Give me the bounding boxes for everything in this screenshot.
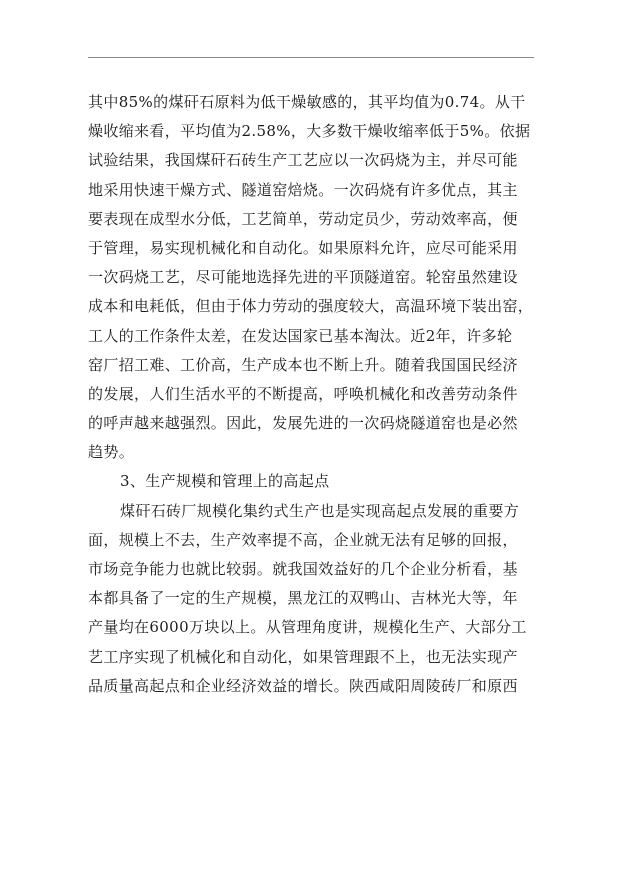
paragraph-line: 艺工序实现了机械化和自动化，如果管理跟不上，也无法实现产 [88, 647, 518, 666]
paragraph-line: 成本和电耗低，但由于体力劳动的强度较大，高温环境下装出窑， [88, 297, 534, 316]
paragraph-line: 要表现在成型水分低，工艺简单，劳动定员少，劳动效率高，便 [88, 209, 518, 228]
paragraph-line: 趋势。 [88, 443, 135, 462]
paragraph-line: 工人的工作条件太差，在发达国家已基本淘汰。近2年，许多轮 [88, 326, 513, 345]
paragraph-line: 地采用快速干燥方式、隧道窑焙烧。一次码烧有许多优点，其主 [88, 180, 518, 199]
document-body [88, 88, 538, 701]
paragraph-line: 于管理，易实现机械化和自动化。如果原料允许，应尽可能采用 [88, 238, 518, 257]
paragraph-line: 的呼声越来越强烈。因此，发展先进的一次码烧隧道窑也是必然 [88, 414, 518, 433]
header-rule [88, 57, 534, 58]
paragraph-line: 市场竞争能力也就比较弱。就我国效益好的几个企业分析看，基 [88, 560, 518, 578]
section-heading: 3、生产规模和管理上的高起点 [120, 472, 330, 491]
paragraph-line: 产量均在6000万块以上。从管理角度讲，规模化生产、大部分工 [88, 618, 527, 637]
paragraph-line: 面，规模上不去，生产效率提不高，企业就无法有足够的回报， [88, 530, 518, 549]
paragraph-line: 燥收缩来看，平均值为2.58%，大多数干燥收缩率低于5%。依据 [88, 122, 531, 141]
paragraph-line: 试验结果，我国煤矸石砖生产工艺应以一次码烧为主，并尽可能 [88, 151, 518, 170]
paragraph-line: 的发展，人们生活水平的不断提高，呼唤机械化和改善劳动条件 [88, 384, 518, 403]
paragraph-line: 一次码烧工艺，尽可能地选择先进的平顶隧道窑。轮窑虽然建设 [88, 268, 518, 287]
paragraph-line: 窑厂招工难、工价高，生产成本也不断上升。随着我国国民经济 [88, 355, 518, 374]
paragraph-line: 煤矸石砖厂规模化集约式生产也是实现高起点发展的重要方 [120, 501, 520, 520]
paragraph-line: 本都具备了一定的生产规模，黑龙江的双鸭山、吉林光大等，年 [88, 589, 518, 608]
paragraph-line: 品质量高起点和企业经济效益的增长。陕西咸阳周陵砖厂和原西 [88, 676, 518, 695]
paragraph-line: 其中85%的煤矸石原料为低干燥敏感的，其平均值为0.74。从干 [88, 93, 526, 111]
